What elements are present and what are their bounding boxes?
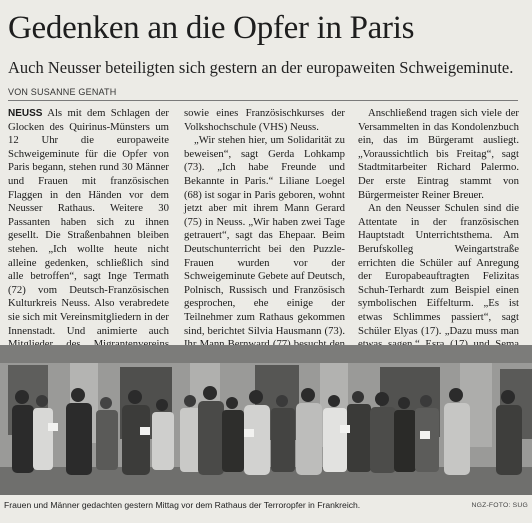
headline: Gedenken an die Opfer in Paris bbox=[8, 10, 415, 46]
photo-caption: Frauen und Männer gedachten gestern Mittag vor dem Rathaus der Terroropfer in Frankreich. bbox=[4, 500, 361, 510]
subheadline: Auch Neusser beteiligten sich gestern an der europaweiten Schweigeminute. bbox=[8, 58, 514, 77]
byline-divider bbox=[8, 100, 518, 101]
article-paragraph bbox=[8, 107, 169, 365]
article-paragraph: sowie eines Französischkurses der Volkshochschule (VHS) Neuss. bbox=[184, 107, 345, 133]
byline: VON SUSANNE GENATH bbox=[8, 87, 117, 97]
paragraph-text: Als mit dem Schlagen der Glocken des Quirinus-Münsters um 12 Uhr die europaweite Schweigeminute für die Opfer von Paris begann, stehen rund 30 Männer und Frauen mit französischen Flaggen in den Händen vor dem Neusser Rathaus. Weitere 30 Passanten haben sich zu ihnen gesellt. Die Straßenbahnen bleiben stehen. „Ich wollte heute nicht alleine gedenken, schließlich sind alle betroffen“, sagt Inge Termath (72) vom Deutsch-Französischen Kulturkreis Neuss. Also verabredete sie sich mit Vereinsmitgliedern in der Innenstadt. Und animierte auch bbox=[8, 107, 169, 337]
article-column-1 bbox=[8, 107, 169, 365]
article-column-3 bbox=[358, 107, 519, 379]
dateline: NEUSS bbox=[8, 108, 43, 119]
news-photo bbox=[0, 345, 532, 495]
article-column-2 bbox=[184, 107, 345, 379]
article-paragraph: Anschließend tragen sich viele der Versammelten in das Kondolenzbuch ein, das im Bürgeramt ausliegt. „Voraussichtlich bis Freitag“, sagt Stadtmitarbeiter Richard Palermo. Der erste Eintrag stammt von Bürgermeister Reiner Breuer. bbox=[358, 107, 519, 201]
photo-illustration bbox=[0, 345, 532, 495]
article-paragraph: An den Neusser Schulen sind die Attentate in der französischen Hauptstadt Unterrichtsthema. Am Berufskolleg Weingartstraße errichten die Schüler auf Anregung der Europabeauftragten Felizitas Schuh-Terhardt zum Beispiel einen symbolischen Eiffelturm. „Es ist etwas Schlimmes passiert“, sagt Schüler Elyas (17). „Dazu muss man bbox=[358, 202, 519, 337]
article-paragraph: „Wir stehen hier, um Solidarität zu beweisen“, sagt Gerda Lohkamp (73). „Ich habe Freunde und Bekannte in Paris.“ Liliane Loegel (68) ist sogar in Paris geboren, wohnt jetzt aber mit ihrem Mann Gerard (75) in Neuss. „Wir haben zwei Tage getrauert“, sagt das Ehepaar. Beim Deutschunterricht bei den Puzzle-Frauen wurden vor der Schweigeminute Gebete auf Deutsch, Polnisch, Russisch und Französisch gesprochen, ehe einige der Teilnehmer zum Rathaus gekommen sind, berichtet Silvia Hausmann (73). bbox=[184, 134, 345, 337]
photo-credit: NGZ-FOTO: SUG bbox=[471, 502, 528, 509]
